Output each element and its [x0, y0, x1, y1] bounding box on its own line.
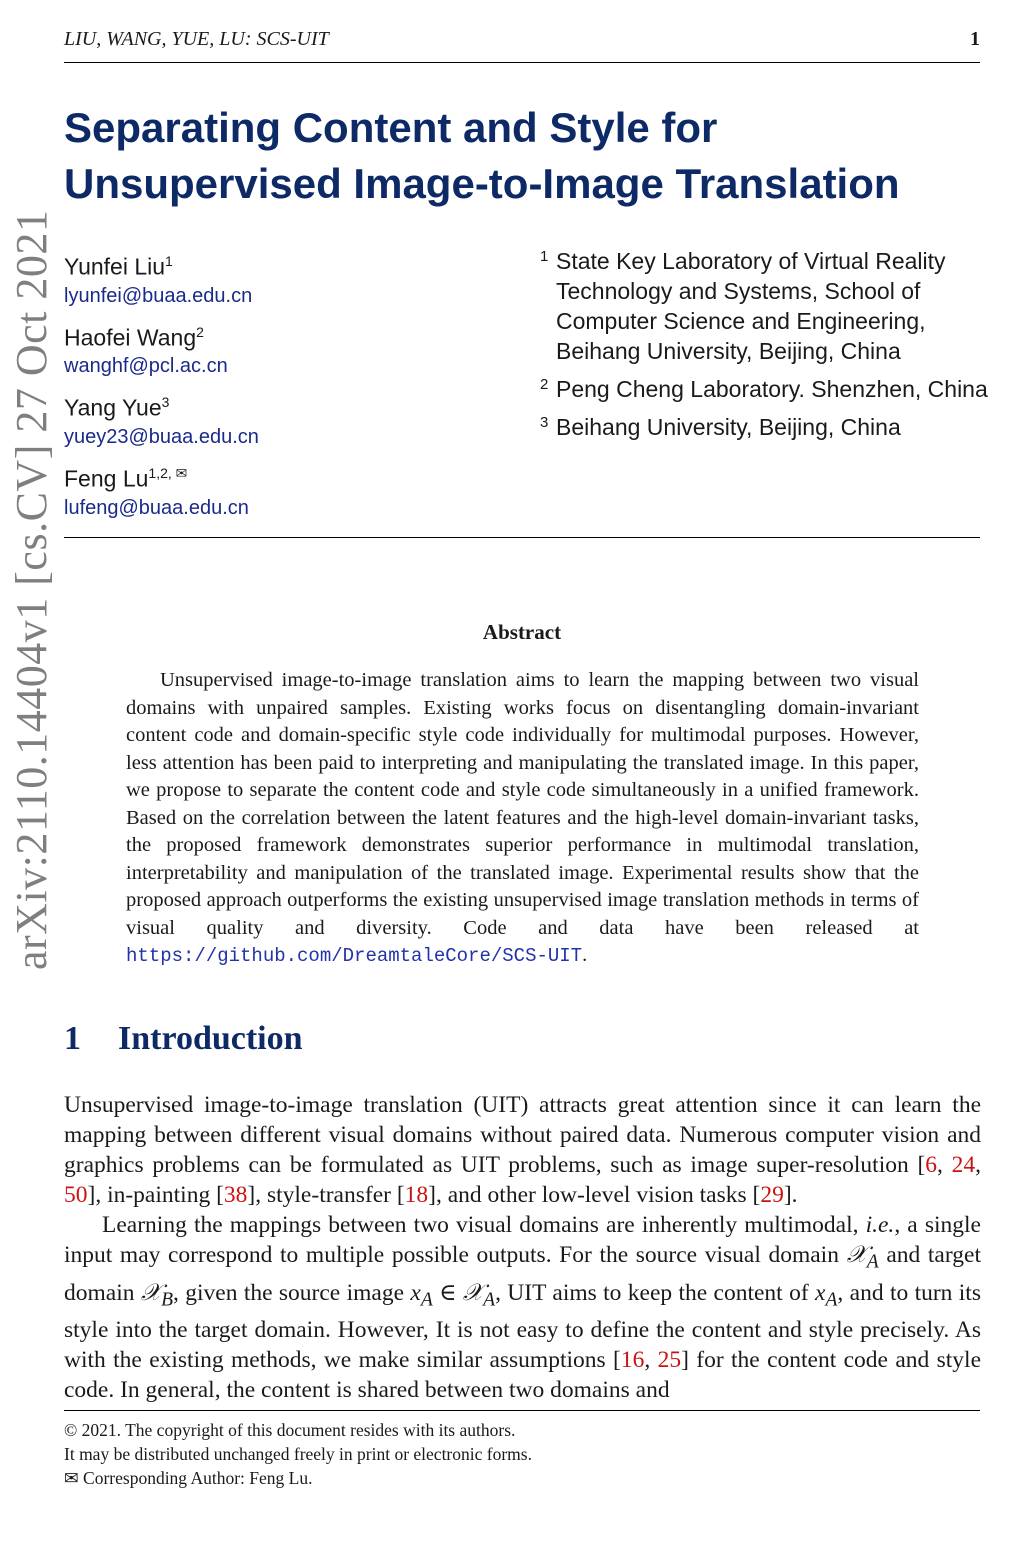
- author: [64, 458, 504, 522]
- intro-body: [64, 1090, 981, 1405]
- author: [64, 387, 504, 451]
- code-link[interactable]: https://github.com/DreamtaleCore/SCS-UIT: [126, 945, 583, 967]
- affiliation: 1 State Key Laboratory of Virtual Reality Technology and Systems, School of Computer Science and Engineering, Beihang University, Beijing, China: [540, 248, 946, 364]
- author-list: [64, 246, 504, 529]
- author-email[interactable]: wanghf@pcl.ac.cn: [64, 355, 228, 378]
- page-number: 1: [970, 28, 980, 50]
- author-email[interactable]: lufeng@buaa.edu.cn: [64, 496, 249, 519]
- affiliation: 3 Beihang University, Beijing, China: [540, 414, 901, 440]
- citation-link[interactable]: 50: [64, 1182, 88, 1208]
- arxiv-stamp: arXiv:2110.14404v1 [cs.CV] 27 Oct 2021: [7, 209, 56, 970]
- footnote: © 2021. The copyright of this document resides with its authors. It may be distributed unchanged freely in print or electronic forms. ✉ Corresponding Author: Feng Lu.: [64, 1420, 532, 1488]
- title-block-rule: [64, 537, 980, 538]
- abstract-heading: Abstract: [482, 620, 562, 644]
- title-line-2: Unsupervised Image-to-Image Translation: [64, 160, 900, 207]
- footer-rule: [64, 1410, 980, 1411]
- citation-link[interactable]: 18: [404, 1182, 429, 1208]
- abstract-body: Unsupervised image-to-image translation aims to learn the mapping between two visual domains with unpaired samples. Existing works focus on disentangling domain-invariant content code and domain-specific style code individually for multimodal purposes. However, less attention has been paid to interpreting and manipulating the translated image. In this paper, we propose to separate the content code and style code simultaneously in a unified framework. Based on the correlation between the latent features and the high-level domain-invariant tasks, the proposed framework demonstrates superior performance in multimodal translation, interpretability and manipulation of the translated image. Experimental results show that the proposed approach outperforms the existing unsupervised image translation methods in terms of visual quality and diversity. Code and data have been released at https://github.com/DreamtaleCore/SCS-UIT.: [126, 669, 919, 967]
- title-line-1: Separating Content and Style for: [64, 104, 718, 151]
- author: [64, 246, 504, 310]
- affiliation: 2 Peng Cheng Laboratory. Shenzhen, China: [540, 376, 988, 402]
- author-email[interactable]: lyunfei@buaa.edu.cn: [64, 284, 253, 307]
- citation-link[interactable]: 38: [223, 1182, 248, 1208]
- citation-link[interactable]: 16: [620, 1347, 645, 1374]
- affiliation-list: [540, 246, 990, 450]
- author-name: Yang Yue$^3$: [64, 394, 170, 421]
- author-name: Feng $Lu^{1,2, ✉}$: [64, 464, 188, 492]
- author-name: Haofei Wang$^2$: [64, 323, 204, 351]
- paper-title: [64, 100, 984, 212]
- citation-link[interactable]: 25: [657, 1347, 682, 1374]
- author: [64, 317, 504, 381]
- citation-link[interactable]: 29: [760, 1182, 784, 1208]
- header-rule: [64, 62, 980, 63]
- paragraph: Unsupervised image-to-image translation (UIT) attracts great attention since it can learn the mapping between different visual domains without paired data. Numerous computer vision and graphics problems can be formulated as UIT problems, such as image super-resolution [6, 24, 50], in-painting [38], style-transfer [18], and other low-level vision tasks [29].: [64, 1092, 981, 1208]
- author-email[interactable]: yuey23@buaa.edu.cn: [64, 425, 259, 448]
- paragraph: Learning the mappings between two visual domains are inherently multimodal, i.e., a single input may correspond to multiple possible outputs. For the source visual domain 𝒳$_A$ and target domain 𝒳$_B$, given the source image $x_A$ ∈ 𝒳$_A$, UIT aims to keep the content of $x_A$, and to turn its style into the target domain. However, It is not easy to define the content and style precisely. As with the existing methods, we make similar assumptions [16, 25] for the content code and style code. In general, the content is shared between two domains and: [64, 1212, 982, 1404]
- citation-link[interactable]: 6: [925, 1152, 938, 1178]
- section-heading: 1 Introduction: [64, 1020, 303, 1057]
- running-title: LIU, WANG, YUE, LU: SCS-UIT: [64, 28, 329, 50]
- citation-link[interactable]: 24: [951, 1152, 976, 1178]
- author-name: Yunfei Liu$^1$: [64, 253, 173, 280]
